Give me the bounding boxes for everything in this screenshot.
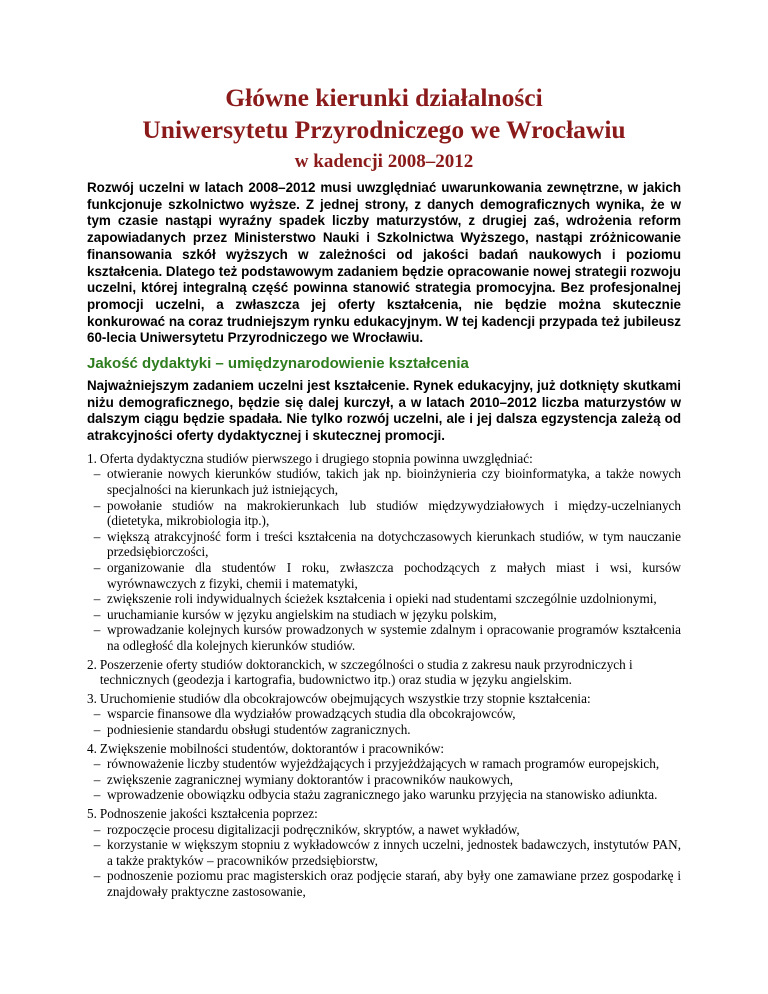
sub-list-item-text: większą atrakcyjność form i treści kształcenia na dotychczasowych kierunkach studiów, w tym nauczanie przedsiębiorczości, bbox=[107, 528, 681, 560]
dash-bullet: – bbox=[93, 821, 101, 837]
sub-list-item bbox=[87, 756, 681, 772]
sub-list bbox=[87, 756, 681, 803]
dash-bullet: – bbox=[93, 606, 101, 622]
document-title bbox=[87, 82, 681, 146]
dash-bullet: – bbox=[93, 622, 101, 638]
dash-bullet: – bbox=[93, 868, 101, 884]
sub-list-item bbox=[87, 787, 681, 803]
sub-list-item bbox=[87, 772, 681, 788]
sub-list-item bbox=[87, 560, 681, 591]
dash-bullet: – bbox=[93, 560, 101, 575]
list-item-text: Oferta dydaktyczna studiów pierwszego i drugiego stopnia powinna uwzględniać: bbox=[99, 450, 533, 466]
sub-list-item bbox=[87, 722, 681, 738]
list-item-number: 1. bbox=[87, 450, 97, 466]
sub-list-item-text: rozpoczęcie procesu digitalizacji podręczników, skryptów, a nawet wykładów, bbox=[107, 821, 520, 837]
list-item bbox=[87, 657, 681, 688]
list-item-text: Poszerzenie oferty studiów doktoranckich, w szczególności o studia z zakresu nauk przyrodniczych i technicznych (geodezja i kartografia, budownictwo itp.) oraz studia w języku angielskim. bbox=[99, 656, 633, 688]
dash-bullet: – bbox=[93, 591, 101, 607]
dash-bullet: – bbox=[93, 466, 101, 482]
dash-bullet: – bbox=[93, 771, 101, 787]
sub-list-item-text: wsparcie finansowe dla wydziałów prowadzących studia dla obcokrajowców, bbox=[107, 706, 516, 722]
sub-list-item bbox=[87, 822, 681, 838]
sub-list-item bbox=[87, 529, 681, 560]
sub-list-item-text: uruchamianie kursów w języku angielskim na studiach w języku polskim, bbox=[107, 606, 497, 622]
dash-bullet: – bbox=[93, 837, 101, 853]
sub-list-item-text: podniesienie standardu obsługi studentów zagranicznych. bbox=[107, 721, 411, 737]
sub-list-item bbox=[87, 706, 681, 722]
sub-list-item bbox=[87, 466, 681, 497]
sub-list-item bbox=[87, 591, 681, 607]
sub-list-item-text: korzystanie w większym stopniu z wykładowców z innych uczelni, jednostek badawczych, instytutów PAN, a także praktyków – pracowników przedsiębiorstw, bbox=[107, 837, 681, 868]
document-page bbox=[87, 82, 681, 902]
list-item-number: 2. bbox=[87, 656, 97, 672]
dash-bullet: – bbox=[93, 787, 101, 803]
sub-list-item-text: organizowanie dla studentów I roku, zwłaszcza pochodzących z małych miast i wsi, kursów wyrównawczych z fizyki, chemii i matematyki, bbox=[107, 560, 681, 591]
sub-list bbox=[87, 466, 681, 653]
section-heading: Jakość dydaktyki – umiędzynarodowienie kształcenia bbox=[87, 355, 469, 373]
sub-list-item bbox=[87, 868, 681, 899]
document-subtitle: w kadencji 2008–2012 bbox=[294, 151, 474, 172]
list-item-number: 3. bbox=[87, 690, 97, 706]
dash-bullet: – bbox=[93, 756, 101, 772]
list-item-heading bbox=[87, 741, 681, 757]
numbered-list bbox=[87, 451, 681, 900]
sub-list bbox=[87, 706, 681, 737]
sub-list-item-text: równoważenie liczby studentów wyjeżdżających i przyjeżdżających w ramach programów europejskich, bbox=[107, 756, 660, 772]
list-item-number: 5. bbox=[87, 805, 97, 821]
sub-list-item-text: zwiększenie roli indywidualnych ścieżek kształcenia i opieki nad studentami szczególnie uzdolnionymi, bbox=[107, 591, 657, 607]
list-item-text: Uruchomienie studiów dla obcokrajowców obejmujących wszystkie trzy stopnie kształcenia: bbox=[99, 690, 591, 706]
sub-list-item-text: powołanie studiów na makrokierunkach lub studiów międzywydziałowych i między-uczelnianych (dietetyka, mikrobiologia itp.), bbox=[107, 497, 681, 529]
sub-list-item bbox=[87, 607, 681, 623]
list-item bbox=[87, 806, 681, 900]
sub-list-item bbox=[87, 622, 681, 653]
list-item bbox=[87, 451, 681, 654]
dash-bullet: – bbox=[93, 528, 101, 544]
dash-bullet: – bbox=[93, 706, 101, 722]
list-item-heading bbox=[87, 806, 681, 822]
list-item bbox=[87, 691, 681, 738]
title-line-1: Główne kierunki działalności bbox=[225, 83, 543, 112]
sub-list bbox=[87, 822, 681, 900]
sub-list-item-text: wprowadzenie obowiązku odbycia stażu zagranicznego jako warunku przyjęcia na stanowisko adiunkta. bbox=[107, 787, 658, 803]
list-item-heading bbox=[87, 657, 681, 688]
list-item-text: Podnoszenie jakości kształcenia poprzez: bbox=[99, 805, 318, 821]
list-item-heading bbox=[87, 451, 681, 467]
list-item-text: Zwiększenie mobilności studentów, doktorantów i pracowników: bbox=[99, 740, 445, 756]
title-line-2: Uniwersytetu Przyrodniczego we Wrocławiu bbox=[142, 115, 626, 144]
list-item-heading bbox=[87, 691, 681, 707]
sub-list-item-text: podnoszenie poziomu prac magisterskich oraz podjęcie starań, aby były one zamawiane przez gospodarkę i znajdowały praktyczne zastosowanie, bbox=[107, 868, 681, 899]
sub-list-item bbox=[87, 837, 681, 868]
sub-list-item-text: otwieranie nowych kierunków studiów, takich jak np. bioinżynieria czy bioinformatyka, a także nowych specjalności na kierunkach już istniejących, bbox=[107, 466, 681, 498]
sub-list-item-text: zwiększenie zagranicznej wymiany doktorantów i pracowników naukowych, bbox=[107, 771, 514, 787]
list-item bbox=[87, 741, 681, 803]
sub-list-item bbox=[87, 498, 681, 529]
section-lead-paragraph: Najważniejszym zadaniem uczelni jest kształcenie. Rynek edukacyjny, już dotknięty skutkami niżu demograficznego, będzie się dalej kurczył, a w latach 2010–2012 liczba maturzystów w dalszym ciągu będzie spadała. Nie tylko rozwój uczelni, ale i jej dalsza egzystencja zależą od atrakcyjności oferty dydaktycznej i skutecznej promocji. bbox=[87, 378, 681, 444]
intro-paragraph: Rozwój uczelni w latach 2008–2012 musi uwzględniać uwarunkowania zewnętrzne, w jakich funkcjonuje szkolnictwo wyższe. Z jednej strony, z danych demograficznych wynika, że w tym czasie nastąpi wyraźny spadek liczby maturzystów, z drugiej zaś, wdrożenia reform zapowiadanych przez Ministerstwo Nauki i Szkolnictwa Wyższego, nastąpi zróżnicowanie finansowania szkół wyższych w zależności od jakości badań naukowych i poziomu kształcenia. Dlatego też podstawowym zadaniem będzie opracowanie nowej strategii rozwoju uczelni, której integralną część powinna stanowić strategia promocyjna. Bez profesjonalnej promocji uczelni, a zwłaszcza jej oferty kształcenia, nie będzie można skutecznie konkurować na coraz trudniejszym rynku edukacyjnym. W tej kadencji przypada też jubileusz 60-lecia Uniwersytetu Przyrodniczego we Wrocławiu. bbox=[87, 180, 681, 346]
dash-bullet: – bbox=[93, 497, 101, 513]
sub-list-item-text: wprowadzanie kolejnych kursów prowadzonych w systemie zdalnym i opracowanie programów kształcenia na odległość dla kolejnych kierunków studiów. bbox=[107, 622, 681, 653]
list-item-number: 4. bbox=[87, 740, 97, 756]
dash-bullet: – bbox=[93, 721, 101, 737]
